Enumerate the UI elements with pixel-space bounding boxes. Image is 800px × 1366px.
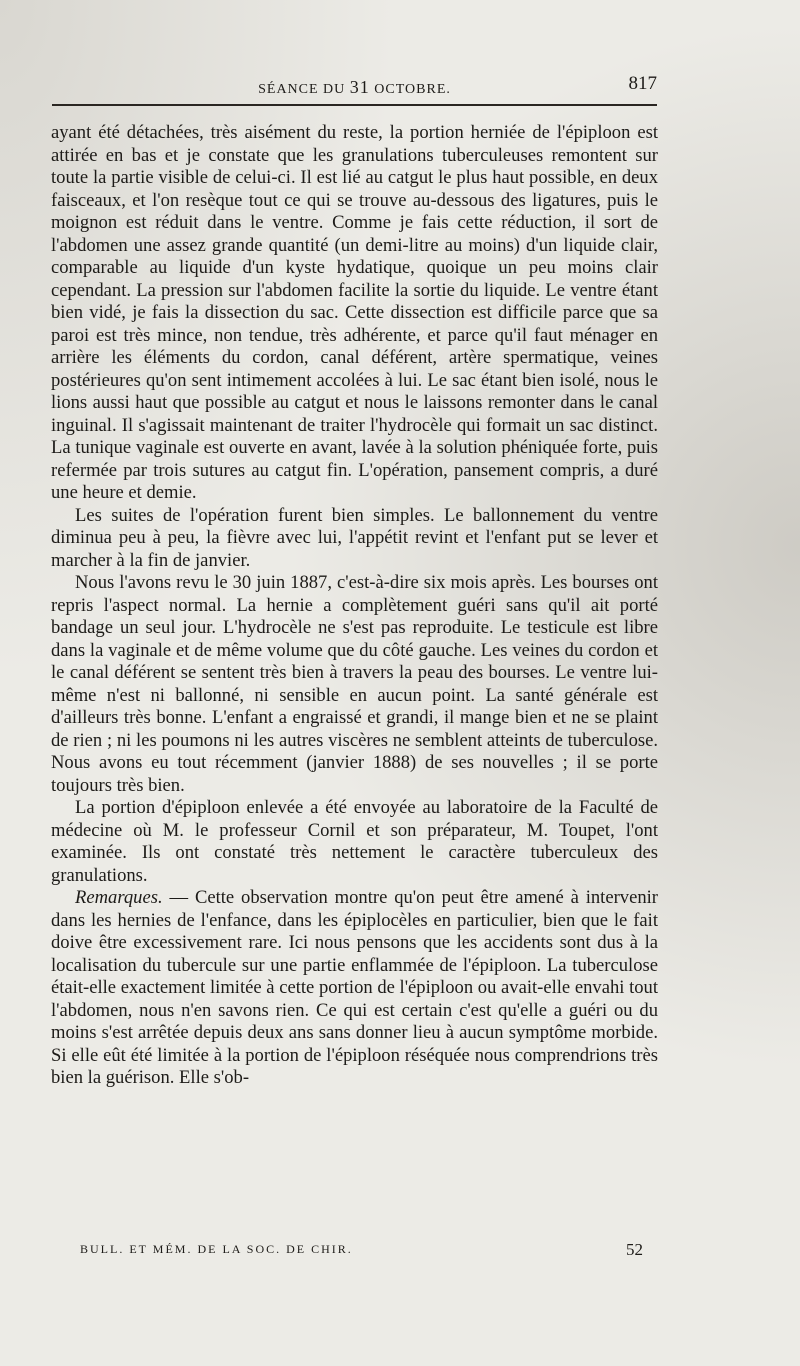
paragraph-3: Nous l'avons revu le 30 juin 1887, c'est-à-dire six mois après. Les bourses ont repris l'aspect normal. La hernie a complètement guéri sans qu'il ait porté bandage un seul jour. L'hydrocèle ne s'est pas reproduite. Le testicule est libre dans la vaginale et de même volume que du côté gauche. Les veines du cordon et le canal déférent se sentent très bien à travers la peau des bourses. Le ventre lui-même n'est ni ballonné, ni sensible en aucun point. La santé générale est d'ailleurs très bonne. L'enfant a engraissé et grandi, il mange bien et ne se plaint de rien ; ni les poumons ni les autres viscères ne semblent atteints de tuberculose. Nous avons eu tout récemment (janvier 1888) de ses nouvelles ; il se porte toujours très bien. xyxy=(51,572,658,796)
remarques-label: Remarques. xyxy=(75,887,163,908)
paragraph-5 xyxy=(51,887,658,1090)
remarques-text: — Cette observation montre qu'on peut être amené à intervenir dans les hernies de l'enfance, dans les épiplocèles en particulier, bien que le fait doive être excessivement rare. Ici nous pensons que les accidents sont dus à la localisation du tubercule sur une partie enflammée de l'épiploon. La tuberculose était-elle exactement limitée à cette portion de l'épiploon ou avait-elle envahi tout l'abdomen, nous n'en savons rien. Ce qui est certain c'est qu'elle a guéri ou du moins s'est arrêtée depuis deux ans sans donner lieu à aucun symptôme morbide. Si elle eût été limitée à la portion de l'épiploon réséquée nous comprendrions très bien la guérison. Elle s'ob- xyxy=(51,887,658,1088)
running-head-date: 31 xyxy=(349,77,370,97)
running-head-pre: SÉANCE DU xyxy=(258,82,350,97)
running-head xyxy=(52,77,657,98)
signature-number: 52 xyxy=(626,1240,643,1259)
running-head-post: OCTOBRE. xyxy=(369,82,451,97)
page-header xyxy=(52,73,657,99)
paragraph-2: Les suites de l'opération furent bien simples. Le ballonnement du ventre diminua peu à peu, la fièvre avec lui, l'appétit revint et l'enfant put se lever et marcher à la fin de janvier. xyxy=(51,504,658,571)
paragraph-1: ayant été détachées, très aisément du reste, la portion herniée de l'épiploon est attirée en bas et je constate que les granulations tuberculeuses remontent sur toute la partie visible de celui-ci. Il est lié au catgut le plus haut possible, en deux faisceaux, et l'on resèque tout ce qui se trouve au-dessous des ligatures, puis le moignon est réduit dans le ventre. Comme je fais cette réduction, il sort de l'abdomen une assez grande quantité (un demi-litre au moins) d'un liquide clair, comparable au liquide d'un kyste hydatique, quoique un peu moins clair cependant. La pression sur l'abdomen facilite la sortie du liquide. Le ventre étant bien vidé, je fais la dissection du sac. Cette dissection est difficile parce que sa paroi est très mince, non tendue, très adhérente, et parce qu'il faut ménager en arrière les éléments du cordon, canal déférent, artère spermatique, veines postérieures qu'on sent intimement accolées à lui. Le sac étant bien isolé, nous le lions aussi haut que possible au catgut et nous le laissons remonter dans le canal inguinal. Il s'agissait maintenant de traiter l'hydrocèle qui formait un sac distinct. La tunique vaginale est ouverte en avant, lavée à la solution phéniquée forte, puis refermée par trois sutures au catgut fin. L'opération, pansement compris, a duré une heure et demie. xyxy=(51,122,658,503)
footer-signature: BULL. ET MÉM. DE LA SOC. DE CHIR. xyxy=(80,1242,353,1256)
header-rule xyxy=(52,104,657,106)
page-footer xyxy=(80,1240,655,1262)
body-text xyxy=(51,122,658,1090)
page-number: 817 xyxy=(628,73,657,94)
paragraph-4: La portion d'épiploon enlevée a été envoyée au laboratoire de la Faculté de médecine où M. le professeur Cornil et son préparateur, M. Toupet, l'ont examinée. Ils ont constaté très nettement le caractère tuberculeux des granulations. xyxy=(51,797,658,886)
